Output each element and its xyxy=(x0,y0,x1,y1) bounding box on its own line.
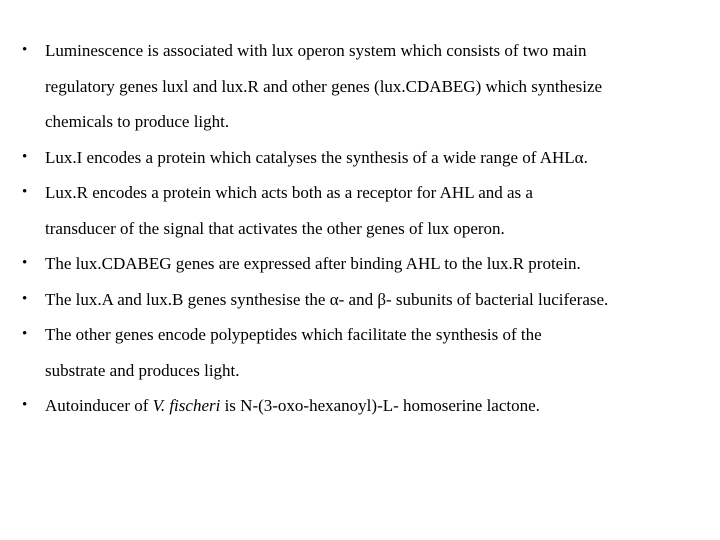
bullet-item xyxy=(22,388,712,424)
bullet-text-line: The other genes encode polypeptides which facilitate the synthesis of the xyxy=(45,325,542,344)
bullet-dot-icon: • xyxy=(22,397,28,413)
bullet-text-line: Lux.I encodes a protein which catalyses the synthesis of a wide range of AHLα. xyxy=(45,147,588,167)
bullet-text-line: regulatory genes luxl and lux.R and other genes (lux.CDABEG) which synthesize xyxy=(45,76,603,96)
bullet-item xyxy=(22,140,712,176)
bullet-text-line: The lux.CDABEG genes are expressed after binding AHL to the lux.R protein. xyxy=(45,254,581,273)
bullet-item xyxy=(22,175,712,246)
bullet-dot-icon: • xyxy=(22,184,28,200)
bullet-list xyxy=(22,33,712,424)
bullet-item xyxy=(22,317,712,388)
bullet-text-suffix: is N-(3-oxo-hexanoyl)-L- homoserine lactone. xyxy=(220,396,540,415)
bullet-dot-icon: • xyxy=(22,42,28,58)
bullet-dot-icon: • xyxy=(22,326,28,342)
bullet-dot-icon: • xyxy=(22,290,28,307)
species-name: V. fischeri xyxy=(152,396,221,415)
bullet-text-line: Lux.R encodes a protein which acts both as a receptor for AHL and as a xyxy=(45,183,533,202)
bullet-text-line xyxy=(45,388,712,424)
bullet-text-line: chemicals to produce light. xyxy=(45,112,230,131)
bullet-text-prefix: Autoinducer of xyxy=(45,396,153,415)
bullet-text-line: substrate and produces light. xyxy=(45,360,240,380)
bullet-item xyxy=(22,246,712,282)
bullet-dot-icon: • xyxy=(22,148,28,165)
bullet-text-line: transducer of the signal that activates the other genes of lux operon. xyxy=(45,218,505,238)
bullet-dot-icon: • xyxy=(22,255,28,271)
bullet-item xyxy=(22,282,712,318)
bullet-item xyxy=(22,33,712,140)
bullet-text-line: Luminescence is associated with lux operon system which consists of two main xyxy=(45,41,587,60)
bullet-text-line: The lux.A and lux.B genes synthesise the α- and β- subunits of bacterial luciferase. xyxy=(45,289,609,309)
